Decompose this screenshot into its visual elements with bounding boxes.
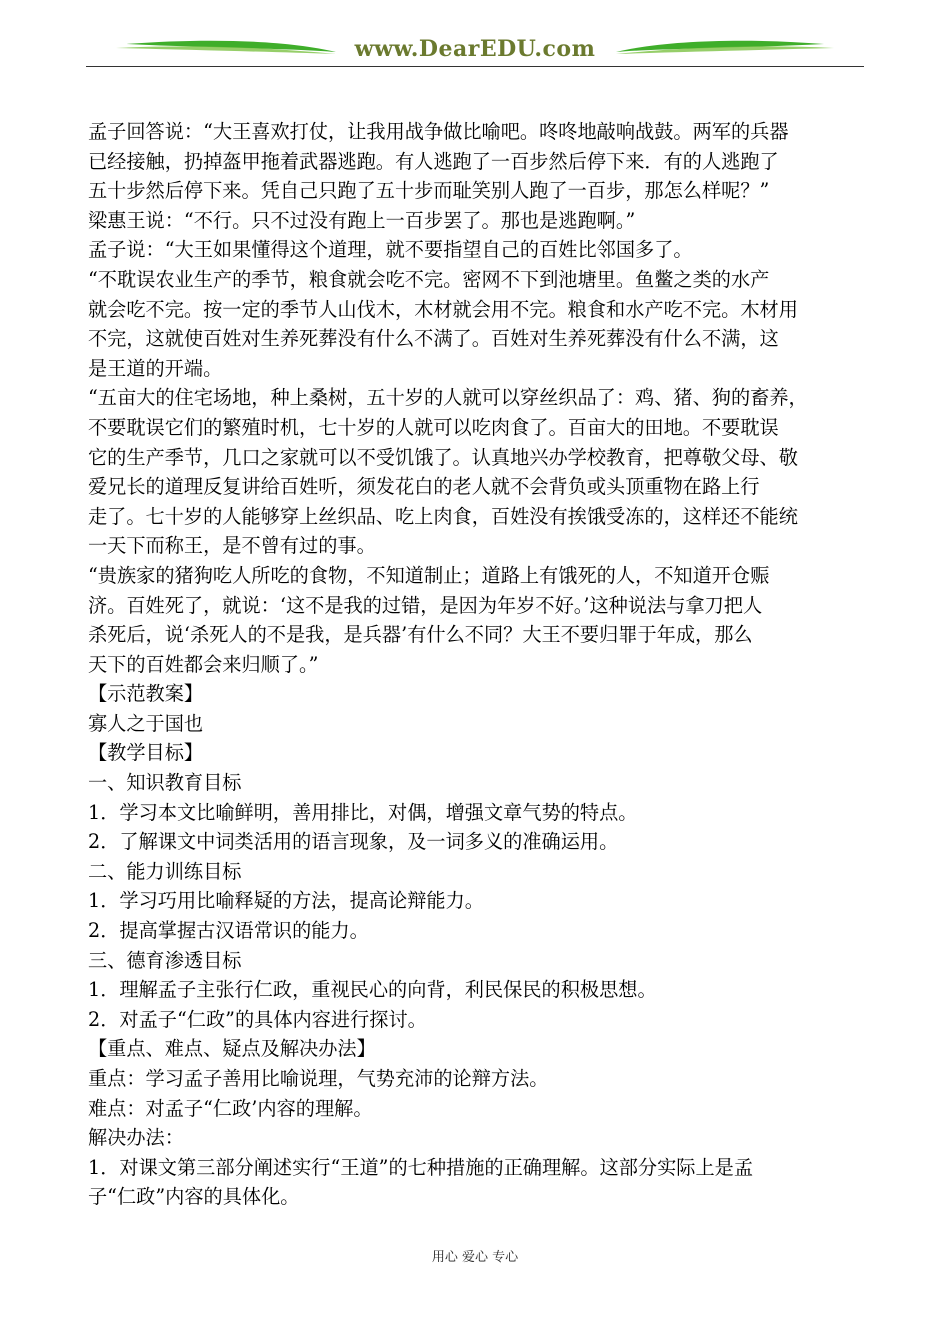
text-line: 不完，这就使百姓对生养死葬没有什么不满了。百姓对生养死葬没有什么不满，这 bbox=[88, 327, 779, 351]
text-line: 走了。七十岁的人能够穿上丝织品、吃上肉食，百姓没有挨饿受冻的，这样还不能统 bbox=[88, 504, 798, 528]
text-line: 寡人之于国也 bbox=[88, 711, 204, 735]
text-line: 就会吃不完。按一定的季节人山伐木，木材就会用不完。粮食和水产吃不完。木材用 bbox=[88, 297, 798, 321]
text-line: 二、能力训练目标 bbox=[88, 859, 242, 883]
text-line: 爱兄长的道理反复讲给百姓听，须发花白的老人就不会背负或头顶重物在路上行 bbox=[88, 475, 760, 499]
text-line: 不要耽误它们的繁殖时机，七十岁的人就可以吃肉食了。百亩大的田地。不要耽误 bbox=[88, 415, 779, 439]
text-line: “不耽误农业生产的季节，粮食就会吃不完。密网不下到池塘里。鱼鳖之类的水产 bbox=[88, 267, 770, 291]
header-divider bbox=[86, 66, 864, 67]
text-line: “贵族家的猪狗吃人所吃的食物，不知道制止；道路上有饿死的人，不知道开仓赈 bbox=[88, 563, 770, 587]
text-line: 解决办法： bbox=[88, 1126, 184, 1150]
text-line: 一天下而称王，是不曾有过的事。 bbox=[88, 534, 376, 558]
text-line: 已经接触，扔掉盔甲拖着武器逃跑。有人逃跑了一百步然后停下来．有的人逃跑了 bbox=[88, 149, 779, 173]
text-line: 子“仁政”内容的具体化。 bbox=[88, 1185, 300, 1209]
text-line: 【示范教案】 bbox=[88, 682, 204, 706]
text-line: 孟子说：“大王如果懂得这个道理，就不要指望自己的百姓比邻国多了。 bbox=[88, 238, 693, 262]
text-line: 梁惠王说：“不行。只不过没有跑上一百步罢了。那也是逃跑啊。” bbox=[88, 208, 636, 232]
text-line: 重点：学习孟子善用比喻说理，气势充沛的论辩方法。 bbox=[88, 1067, 549, 1090]
site-brand: www.DearEDU.com bbox=[354, 36, 596, 62]
text-line: 杀死后，说‘杀死人的不是我，是兵器’有什么不同？大王不要归罪于年成，那么 bbox=[88, 623, 753, 647]
text-line: 2．对孟子“仁政”的具体内容进行探讨。 bbox=[88, 1007, 427, 1031]
text-line: 它的生产季节，几口之家就可以不受饥饿了。认真地兴办学校教育，把尊敬父母、敬 bbox=[88, 445, 798, 469]
text-line: 1．对课文第三部分阐述实行“王道”的七种措施的正确理解。这部分实际上是孟 bbox=[88, 1155, 754, 1179]
text-line: 1．理解孟子主张行仁政，重视民心的向背，利民保民的积极思想。 bbox=[88, 978, 657, 1002]
text-line: 2．了解课文中词类活用的语言现象，及一词多义的准确运用。 bbox=[88, 830, 619, 854]
text-line: 【重点、难点、疑点及解决办法】 bbox=[88, 1037, 376, 1061]
text-line: 难点：对孟子“仁政’内容的理解。 bbox=[88, 1096, 373, 1120]
text-line: 三、德育渗透目标 bbox=[88, 948, 242, 972]
page-header bbox=[86, 30, 864, 70]
text-line: 五十步然后停下来。凭自己只跑了五十步而耻笑别人跑了一百步，那怎么样呢？” bbox=[88, 179, 770, 203]
text-line: 1．学习巧用比喻释疑的方法，提高论辩能力。 bbox=[88, 889, 484, 913]
text-line: 济。百姓死了，就说：‘这不是我的过错，是因为年岁不好。’这种说法与拿刀把人 bbox=[88, 593, 763, 617]
document-body bbox=[88, 117, 868, 1212]
text-line: 1．学习本文比喻鲜明，善用排比，对偶，增强文章气势的特点。 bbox=[88, 800, 638, 824]
text-line: 天下的百姓都会来归顺了。” bbox=[88, 652, 319, 676]
text-line: 孟子回答说：“大王喜欢打仗，让我用战争做比喻吧。咚咚地敲响战鼓。两军的兵器 bbox=[88, 120, 789, 143]
text-line: 2．提高掌握古汉语常识的能力。 bbox=[88, 919, 369, 943]
text-line: 是王道的开端。 bbox=[88, 356, 223, 380]
text-line: 一、知识教育目标 bbox=[88, 771, 242, 795]
page-footer: 用心 爱心 专心 bbox=[431, 1250, 519, 1265]
text-line: 【教学目标】 bbox=[88, 741, 204, 765]
text-line: “五亩大的住宅场地，种上桑树，五十岁的人就可以穿丝织品了：鸡、猪、狗的畜养， bbox=[88, 386, 808, 410]
